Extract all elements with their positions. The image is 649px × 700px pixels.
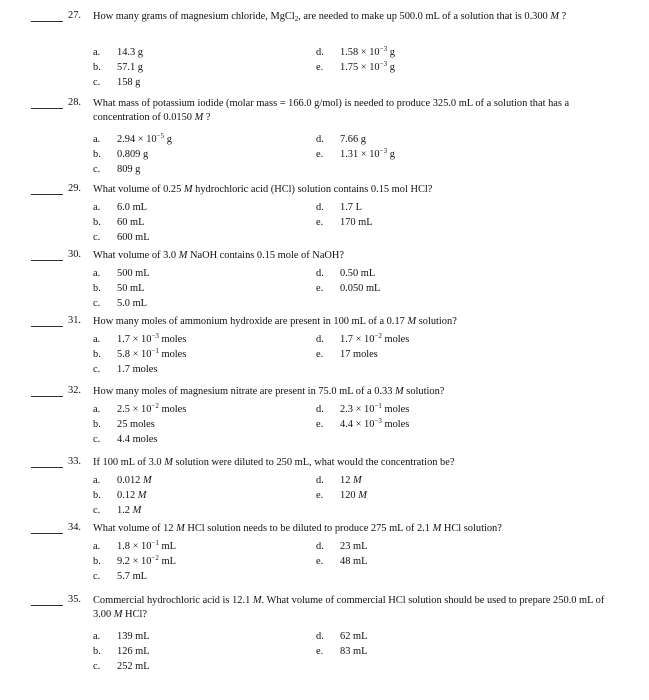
option-value: 158 g — [117, 77, 141, 88]
option-value: 50 mL — [117, 283, 145, 294]
option-value: $1.7 \times 10^{-3}$ moles — [117, 332, 187, 345]
option-value: 62 mL — [340, 631, 368, 642]
option-value: 1.2 M — [117, 505, 142, 516]
option-value: 600 mL — [117, 232, 150, 243]
option-value: $1.8 \times 10^{-1}$ mL — [117, 539, 176, 552]
option-value: 126 mL — [117, 646, 150, 657]
option-b — [93, 418, 155, 432]
answer-blank[interactable] — [31, 108, 63, 109]
option-letter: c. — [93, 164, 101, 175]
option-value: $1.31 \times 10^{-3}$ g — [340, 147, 395, 160]
option-letter: a. — [93, 475, 101, 486]
option-value: 7.66 g — [340, 134, 366, 145]
option-value: 6.0 mL — [117, 202, 148, 213]
option-value: 0.12 M — [117, 490, 147, 501]
answer-blank[interactable] — [31, 260, 63, 261]
option-letter: d. — [316, 334, 324, 345]
option-letter: a. — [93, 202, 101, 213]
question-text: What volume of 3.0 M NaOH contains 0.15 mole of NaOH? — [93, 250, 345, 261]
option-e — [316, 216, 373, 230]
option-value: 5.7 mL — [117, 571, 148, 582]
option-b — [93, 148, 148, 162]
option-value: 0.50 mL — [340, 268, 376, 279]
option-c — [93, 297, 147, 311]
option-letter: e. — [316, 490, 324, 501]
option-letter: a. — [93, 404, 101, 415]
option-value: $5.8 \times 10^{-1}$ moles — [117, 347, 187, 360]
option-letter: d. — [316, 631, 324, 642]
option-value: $1.7 \times 10^{-2}$ moles — [340, 332, 410, 345]
option-d — [316, 267, 375, 281]
option-letter: e. — [316, 149, 324, 160]
option-letter: c. — [93, 232, 101, 243]
option-letter: d. — [316, 541, 324, 552]
option-value: $1.58 \times 10^{-3}$ g — [340, 45, 395, 58]
option-letter: c. — [93, 661, 101, 672]
option-value: $2.3 \times 10^{-1}$ moles — [340, 402, 410, 415]
option-e — [316, 348, 378, 362]
option-value: 17 moles — [340, 349, 378, 360]
option-value: 12 M — [340, 475, 362, 486]
option-value: 48 mL — [340, 556, 368, 567]
answer-blank[interactable] — [31, 396, 63, 397]
answer-blank[interactable] — [31, 605, 63, 606]
option-value: $2.94 \times 10^{-5}$ g — [117, 132, 172, 145]
question-text: How many moles of ammonium hydroxide are present in 100 mL of a 0.17 M solution? — [93, 316, 457, 327]
option-letter: e. — [316, 646, 324, 657]
option-letter: c. — [93, 298, 101, 309]
option-e — [316, 645, 367, 659]
answer-blank[interactable] — [31, 194, 63, 195]
option-letter: a. — [93, 334, 101, 345]
option-letter: b. — [93, 217, 101, 228]
option-c — [93, 433, 157, 447]
option-letter: b. — [93, 149, 101, 160]
option-letter: a. — [93, 47, 101, 58]
question-text: What mass of potassium iodide (molar mass = 166.0 g/mol) is needed to produce 325.0 mL of a solution that has a concentration of 0.0150 M ? — [93, 98, 570, 123]
option-d — [316, 46, 395, 60]
answer-blank[interactable] — [31, 326, 63, 327]
option-value: 0.012 M — [117, 475, 152, 486]
option-c — [93, 163, 140, 177]
question-number: 32. — [68, 385, 81, 396]
option-b — [93, 61, 143, 75]
option-letter: a. — [93, 134, 101, 145]
option-d — [316, 333, 409, 347]
option-value: 1.7 moles — [117, 364, 158, 375]
option-letter: b. — [93, 349, 101, 360]
question-text: What volume of 0.25 M hydrochloric acid (HCl) solution contains 0.15 mol HCl? — [93, 184, 433, 195]
option-value: 170 mL — [340, 217, 373, 228]
option-b — [93, 555, 176, 569]
option-letter: b. — [93, 556, 101, 567]
question-number: 28. — [68, 97, 81, 108]
option-e — [316, 282, 380, 296]
option-letter: d. — [316, 404, 324, 415]
option-letter: b. — [93, 62, 101, 73]
option-value: 5.0 mL — [117, 298, 148, 309]
option-e — [316, 148, 395, 162]
option-a — [93, 333, 186, 347]
option-letter: a. — [93, 631, 101, 642]
question-number: 34. — [68, 522, 81, 533]
answer-blank[interactable] — [31, 533, 63, 534]
question-number: 35. — [68, 594, 81, 605]
question-number: 30. — [68, 249, 81, 260]
option-value: 0.809 g — [117, 149, 149, 160]
option-value: $9.2 \times 10^{-2}$ mL — [117, 554, 176, 567]
option-letter: d. — [316, 475, 324, 486]
option-d — [316, 540, 367, 554]
question-text: What volume of 12 M HCl solution needs to be diluted to produce 275 mL of 2.1 M HCl solution? — [93, 523, 502, 534]
option-e — [316, 418, 409, 432]
option-e — [316, 555, 367, 569]
option-c — [93, 76, 140, 90]
option-letter: a. — [93, 541, 101, 552]
option-value: 252 mL — [117, 661, 150, 672]
question-number: 33. — [68, 456, 81, 467]
option-letter: d. — [316, 134, 324, 145]
option-value: 25 moles — [117, 419, 155, 430]
option-value: 809 g — [117, 164, 141, 175]
option-b — [93, 348, 186, 362]
option-letter: e. — [316, 556, 324, 567]
option-letter: d. — [316, 202, 324, 213]
option-letter: c. — [93, 77, 101, 88]
option-value: 500 mL — [117, 268, 150, 279]
option-a — [93, 46, 143, 60]
option-a — [93, 630, 150, 644]
question-number: 29. — [68, 183, 81, 194]
option-value: $1.75 \times 10^{-3}$ g — [340, 60, 395, 73]
option-value: 139 mL — [117, 631, 150, 642]
option-letter: e. — [316, 349, 324, 360]
option-a — [93, 267, 150, 281]
option-letter: d. — [316, 47, 324, 58]
question-number: 31. — [68, 315, 81, 326]
option-letter: c. — [93, 364, 101, 375]
option-letter: c. — [93, 505, 101, 516]
option-a — [93, 474, 152, 488]
option-letter: e. — [316, 419, 324, 430]
option-a — [93, 540, 176, 554]
option-letter: b. — [93, 419, 101, 430]
option-value: 1.7 L — [340, 202, 362, 213]
option-letter: d. — [316, 268, 324, 279]
option-b — [93, 282, 144, 296]
option-value: 14.3 g — [117, 47, 143, 58]
option-value: $4.4 \times 10^{-3}$ moles — [340, 417, 410, 430]
question-text: How many moles of magnesium nitrate are present in 75.0 mL of a 0.33 M solution? — [93, 386, 445, 397]
option-d — [316, 630, 367, 644]
option-value: 83 mL — [340, 646, 368, 657]
option-b — [93, 489, 146, 503]
option-e — [316, 489, 367, 503]
option-d — [316, 474, 362, 488]
option-b — [93, 216, 144, 230]
option-value: 57.1 g — [117, 62, 143, 73]
option-letter: b. — [93, 490, 101, 501]
option-c — [93, 660, 150, 674]
question-text: If 100 mL of 3.0 M solution were diluted to 250 mL, what would the concentration be? — [93, 457, 455, 468]
option-letter: b. — [93, 283, 101, 294]
answer-blank[interactable] — [31, 467, 63, 468]
question-text: How many grams of magnesium chloride, MgCl$_2$, are needed to make up 500.0 mL of a solution that is 0.300 M ? — [93, 11, 567, 23]
option-d — [316, 403, 409, 417]
option-a — [93, 133, 172, 147]
option-a — [93, 403, 186, 417]
option-c — [93, 231, 150, 245]
option-letter: c. — [93, 571, 101, 582]
option-d — [316, 201, 362, 215]
option-d — [316, 133, 366, 147]
option-a — [93, 201, 147, 215]
option-c — [93, 363, 157, 377]
question-number: 27. — [68, 10, 81, 21]
answer-blank[interactable] — [31, 21, 63, 22]
option-value: 120 M — [340, 490, 367, 501]
option-letter: b. — [93, 646, 101, 657]
option-value: $2.5 \times 10^{-2}$ moles — [117, 402, 187, 415]
option-value: 23 mL — [340, 541, 368, 552]
option-letter: a. — [93, 268, 101, 279]
option-letter: e. — [316, 217, 324, 228]
option-c — [93, 570, 147, 584]
option-value: 4.4 moles — [117, 434, 158, 445]
option-letter: c. — [93, 434, 101, 445]
option-value: 60 mL — [117, 217, 145, 228]
option-value: 0.050 mL — [340, 283, 381, 294]
option-e — [316, 61, 395, 75]
option-b — [93, 645, 150, 659]
option-letter: e. — [316, 62, 324, 73]
option-c — [93, 504, 141, 518]
option-letter: e. — [316, 283, 324, 294]
question-text: Commercial hydrochloric acid is 12.1 M. What volume of commercial HCl solution should be used to prepare 250.0 mL of 3.00 M HCl? — [93, 595, 605, 620]
